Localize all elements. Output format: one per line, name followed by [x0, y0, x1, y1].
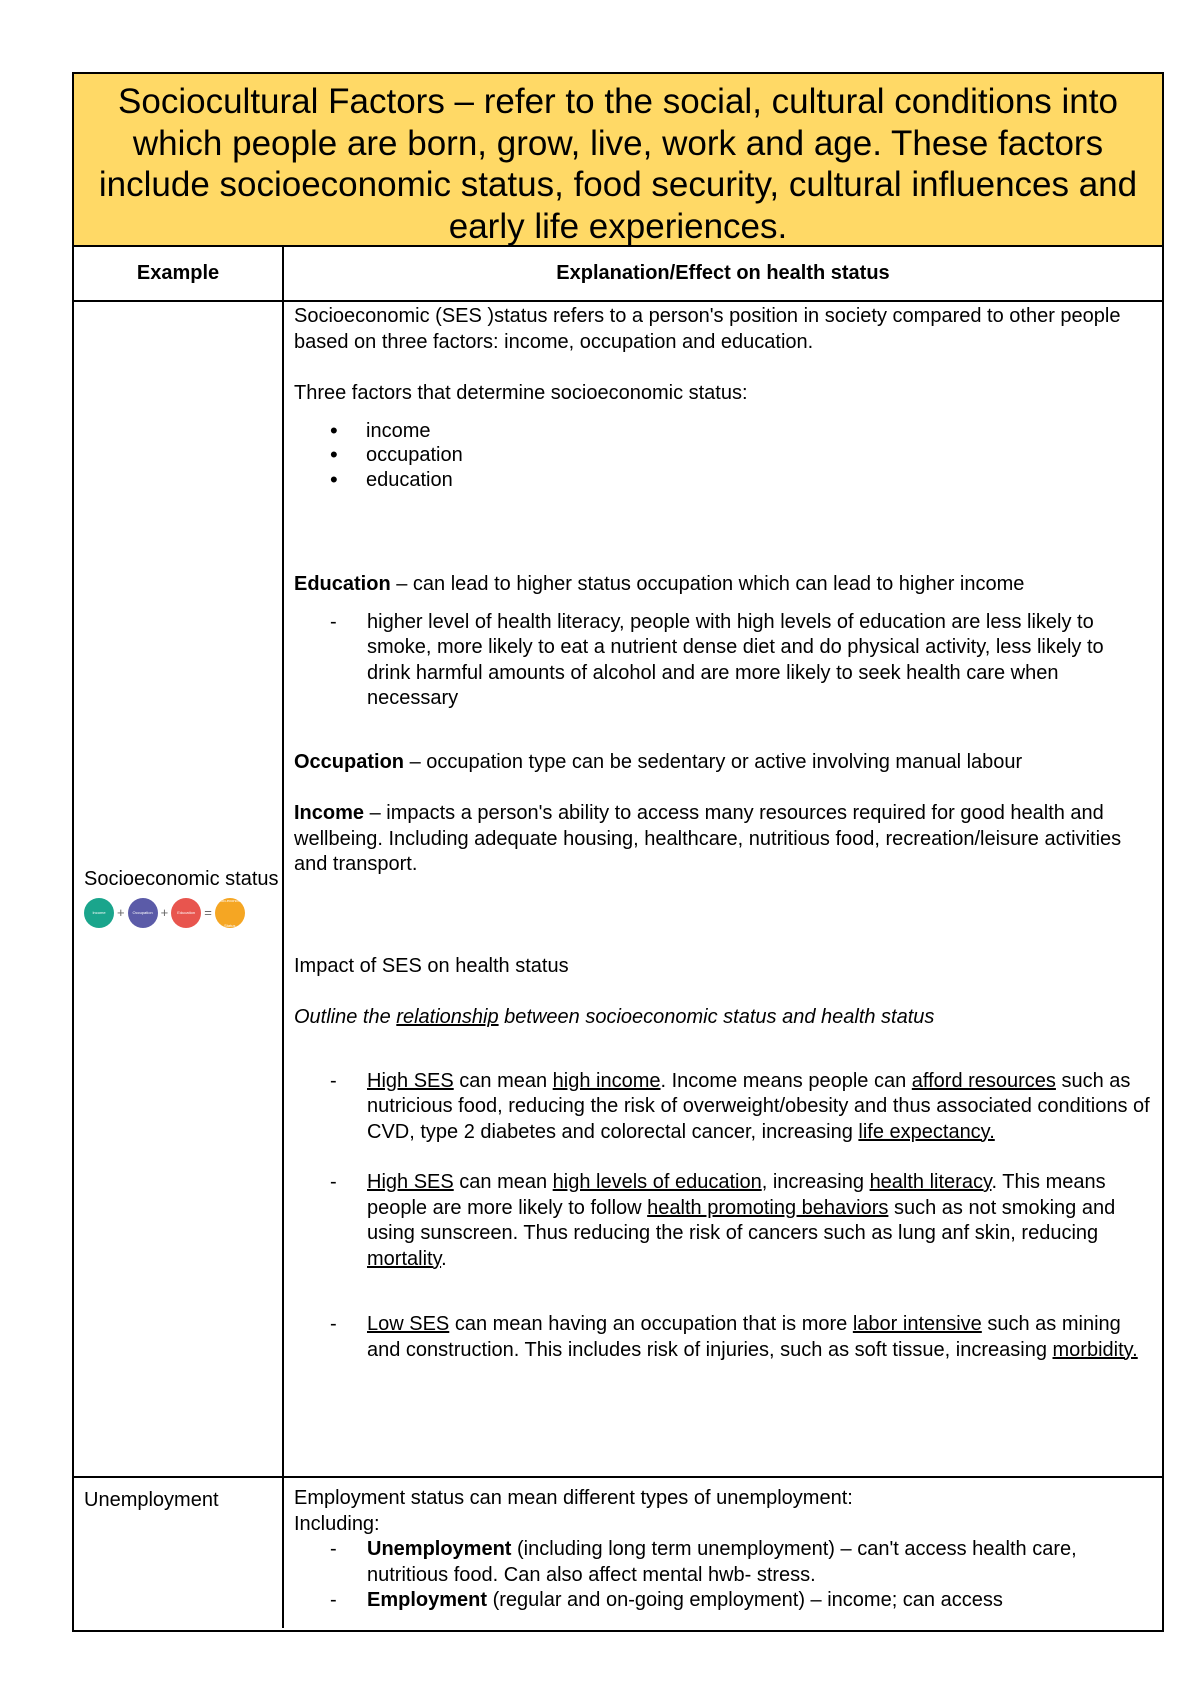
factors-list — [294, 419, 1152, 493]
header-example: Example — [74, 247, 284, 300]
employment-text: (regular and on-going employment) – income; can access — [487, 1589, 1003, 1611]
list-item: - High SES can mean high income. Income means people can afford resources such as nutricious food, reducing the risk of overweight/obesity and thus associated conditions of CVD, type 2 diabetes and colorectal cancer, increasing life expectancy. — [294, 1069, 1152, 1146]
education-paragraph — [294, 572, 1152, 598]
ses-label-cell — [74, 302, 284, 1476]
ses-intro: Socioeconomic (SES )status refers to a person's position in society compared to other people based on three factors: income, occupation and education. — [294, 305, 1121, 353]
list-item: • occupation — [330, 443, 1152, 468]
unemployment-explanation-cell — [284, 1478, 1162, 1628]
employment-term: Employment — [367, 1589, 488, 1611]
list-item: • income — [330, 419, 1152, 444]
equals-sign: = — [204, 905, 212, 920]
plus-sign: + — [117, 905, 125, 920]
occupation-paragraph — [294, 750, 1152, 776]
table-row-ses — [74, 302, 1162, 1478]
income-circle: Income — [84, 898, 114, 928]
list-item — [294, 1537, 1152, 1588]
outline-underlined: relationship — [396, 1006, 499, 1028]
occupation-term: Occupation — [294, 750, 405, 773]
income-term: Income — [294, 802, 365, 824]
occupation-circle: Occupation — [128, 898, 158, 928]
ses-equation-diagram — [84, 898, 282, 928]
list-item: - Low SES can mean having an occupation that is more labor intensive such as mining and construction. This includes risk of injuries, such as soft tissue, increasing morbidity. — [294, 1312, 1152, 1363]
document-table — [72, 72, 1164, 1632]
table-row-unemployment — [74, 1478, 1162, 1628]
education-text: – can lead to higher status occupation which can lead to higher income — [390, 573, 1025, 595]
plus-sign: + — [160, 905, 169, 920]
header-explanation: Explanation/Effect on health status — [556, 262, 890, 284]
unemployment-line2: Including: — [294, 1512, 380, 1535]
list-item: - High SES can mean high levels of education, increasing health literacy. This means people are more likely to follow health promoting behaviors such as not smoking and using sunscreen. Thus reducing the risk of cancers such as lung anf skin, reducing mortality. — [294, 1170, 1152, 1272]
impact-heading: Impact of SES on health status — [294, 954, 569, 977]
income-paragraph — [294, 801, 1152, 878]
employment-types-list — [294, 1537, 1152, 1614]
ses-explanation-cell — [284, 302, 1162, 1476]
education-circle: Education — [171, 898, 201, 928]
ses-label: Socioeconomic status — [84, 867, 279, 890]
list-item — [294, 1588, 1152, 1614]
outline-text: between socioeconomic status and health status — [498, 1006, 935, 1028]
unemployment-term: Unemployment — [367, 1538, 512, 1560]
occupation-text: – occupation type can be sedentary or active involving manual labour — [404, 750, 1023, 773]
table-header — [74, 247, 1162, 302]
page-title: Sociocultural Factors – refer to the social, cultural conditions into which people are born, grow, live, work and age. These factors include socioeconomic status, food security, cultural influences and early life experiences. — [74, 74, 1162, 247]
outline-question — [294, 1005, 1152, 1031]
ses-result-circle: Socio-economic Status — [215, 897, 245, 928]
impact-points — [294, 1069, 1152, 1364]
unemployment-label: Unemployment — [74, 1478, 284, 1628]
education-points — [294, 610, 1152, 712]
outline-text: Outline the — [294, 1006, 397, 1028]
list-item: - higher level of health literacy, people with high levels of education are less likely to smoke, more likely to eat a nutrient dense diet and do physical activity, less likely to drink harmful amounts of alcohol and are more likely to seek health care when necessary — [294, 610, 1152, 712]
list-item: • education — [330, 468, 1152, 493]
unemployment-line1: Employment status can mean different types of unemployment: — [294, 1487, 853, 1509]
income-text: – impacts a person's ability to access many resources required for good health and wellbeing. Including adequate housing, healthcare, nutritious food, recreation/leisure activities and transport. — [294, 802, 1122, 875]
unemployment-text: (including long term unemployment) – can't access health care, nutritious food. Can also affect mental hwb- stress. — [367, 1538, 1077, 1586]
education-term: Education — [294, 573, 391, 595]
factors-heading: Three factors that determine socioeconomic status: — [294, 382, 748, 404]
